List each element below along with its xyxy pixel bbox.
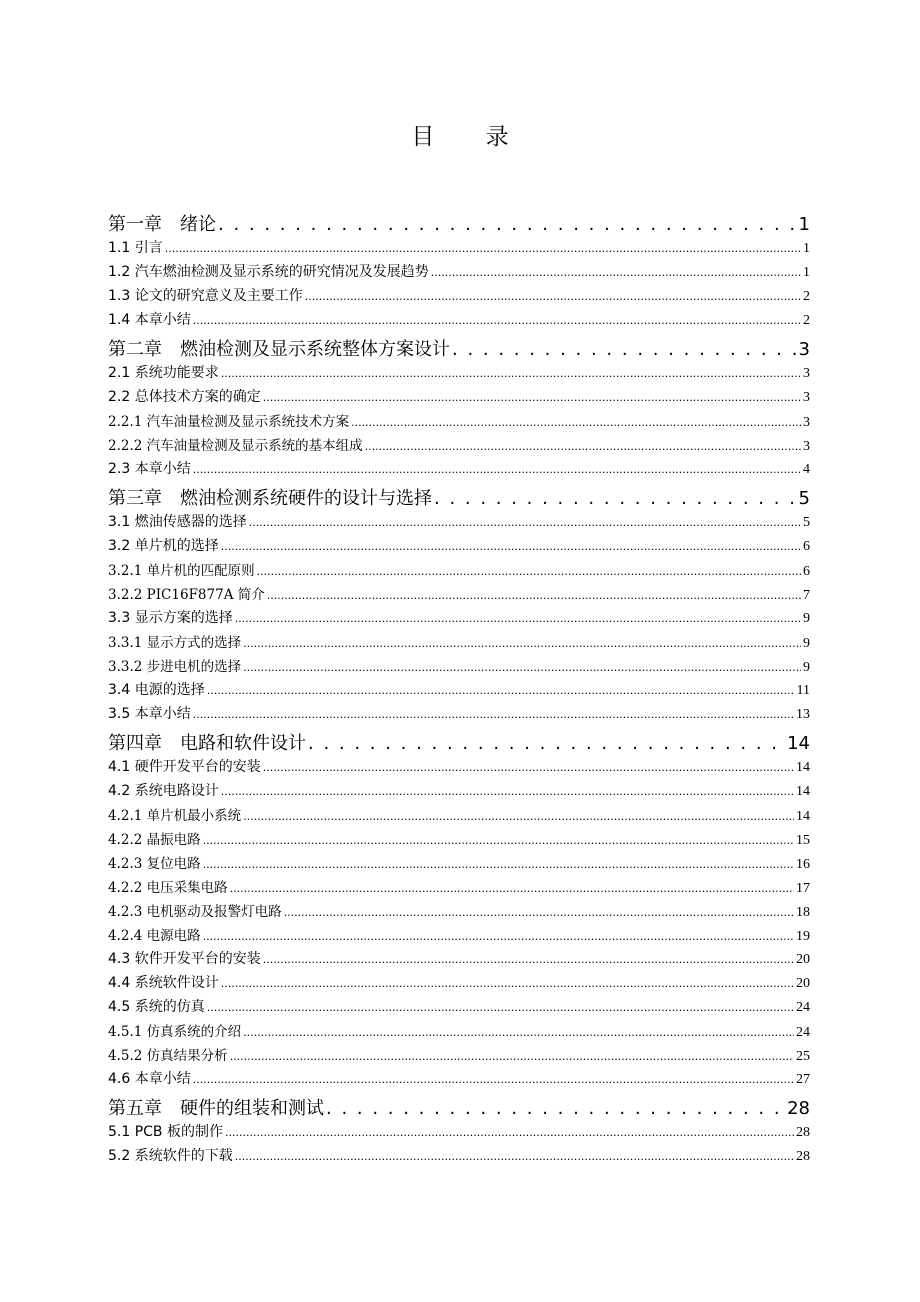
toc-page-number: 3 (803, 366, 810, 381)
toc-page-number: 9 (803, 636, 810, 651)
dot-leader (193, 312, 801, 328)
toc-entry-label: 1.3 论文的研究意义及主要工作 (108, 288, 303, 304)
toc-page-number: 24 (796, 1000, 810, 1015)
toc-entry-label: 第一章 绪论 (108, 214, 216, 235)
toc-entry-label: 4.2.1 单片机最小系统 (108, 808, 242, 824)
toc-page-number: 15 (796, 833, 810, 848)
toc-subsection-entry[interactable] (108, 631, 810, 655)
toc-entry-label: 1.1 引言 (108, 240, 163, 256)
dot-leader (365, 438, 801, 454)
dot-leader (249, 514, 801, 530)
toc-page-number: 6 (803, 564, 810, 579)
toc-section-entry[interactable] (108, 679, 810, 703)
toc-page-number: 16 (796, 857, 810, 872)
toc-section-entry[interactable] (108, 703, 810, 727)
toc-page-number: 19 (796, 929, 810, 944)
toc-section-entry[interactable] (108, 756, 810, 780)
toc-page-number: 24 (796, 1025, 810, 1040)
toc-page-number: 14 (796, 784, 810, 799)
toc-page-number: 1 (798, 214, 810, 235)
toc-subsection-entry[interactable] (108, 852, 810, 876)
toc-page-number: 7 (803, 588, 810, 603)
dot-leader (203, 832, 794, 848)
dot-leader (235, 610, 801, 626)
toc-entry-label: 3.2.1 单片机的匹配原则 (108, 563, 255, 579)
toc-subsection-entry[interactable] (108, 559, 810, 583)
toc-entry-label: 4.2 系统电路设计 (108, 783, 219, 799)
toc-page-number: 9 (803, 660, 810, 675)
toc-section-entry[interactable] (108, 972, 810, 996)
toc-entry-label: 第四章 电路和软件设计 (108, 733, 306, 754)
toc-subsection-entry[interactable] (108, 583, 810, 607)
toc-entry-label: 4.2.2 电压采集电路 (108, 880, 228, 896)
toc-section-entry[interactable] (108, 458, 810, 482)
dot-leader (263, 951, 794, 967)
toc-subsection-entry[interactable] (108, 900, 810, 924)
dot-leader (193, 461, 801, 477)
toc-entry-label: 第三章 燃油检测系统硬件的设计与选择 (108, 488, 432, 509)
toc-entry-label: 第五章 硬件的组装和测试 (108, 1098, 324, 1119)
toc-entry-label: 4.5 系统的仿真 (108, 999, 205, 1015)
toc-entry-label: 2.2.2 汽车油量检测及显示系统的基本组成 (108, 438, 363, 454)
toc-entry-label: 4.3 软件开发平台的安装 (108, 951, 261, 967)
toc-page-number: 2 (803, 289, 810, 304)
dot-leader (243, 1024, 794, 1040)
toc-entry-label: 4.2.4 电源电路 (108, 928, 201, 944)
toc-page-number: 17 (796, 881, 810, 896)
toc-page-number: 28 (796, 1149, 810, 1164)
dot-leader (221, 365, 801, 381)
toc-page-number: 14 (787, 733, 810, 754)
dot-leader (257, 563, 801, 579)
toc-chapter-entry[interactable] (108, 729, 810, 756)
toc-chapter-entry[interactable] (108, 1094, 810, 1121)
toc-page-number: 28 (796, 1125, 810, 1140)
toc-page-number: 4 (803, 462, 810, 477)
toc-page-number: 9 (803, 611, 810, 626)
toc-entry-label: 3.4 电源的选择 (108, 682, 205, 698)
dot-leader (434, 488, 797, 509)
toc-page-number: 1 (803, 241, 810, 256)
dot-leader (207, 682, 795, 698)
dot-leader (203, 856, 794, 872)
toc-entry-label: 2.1 系统功能要求 (108, 365, 219, 381)
toc-subsection-entry[interactable] (108, 410, 810, 434)
toc-section-entry[interactable] (108, 535, 810, 559)
toc-entry-label: 3.3 显示方案的选择 (108, 610, 233, 626)
dot-leader (263, 389, 801, 405)
dot-leader (221, 975, 794, 991)
toc-subsection-entry[interactable] (108, 828, 810, 852)
toc-entry-label: 5.2 系统软件的下载 (108, 1148, 233, 1164)
dot-leader (243, 808, 794, 824)
toc-section-entry[interactable] (108, 362, 810, 386)
dot-leader (193, 706, 794, 722)
toc-section-entry[interactable] (108, 780, 810, 804)
toc-chapter-entry[interactable] (108, 210, 810, 237)
dot-leader (267, 587, 801, 603)
toc-entry-label: 5.1 PCB 板的制作 (108, 1124, 223, 1140)
toc-section-entry[interactable] (108, 511, 810, 535)
toc-section-entry[interactable] (108, 1145, 810, 1169)
dot-leader (193, 1071, 794, 1087)
toc-subsection-entry[interactable] (108, 1044, 810, 1068)
page-title: 目 录 (411, 124, 531, 150)
toc-page-number: 14 (796, 760, 810, 775)
toc-section-entry[interactable] (108, 1068, 810, 1092)
toc-entry-label: 1.4 本章小结 (108, 312, 191, 328)
toc-page-number: 18 (796, 905, 810, 920)
toc-subsection-entry[interactable] (108, 876, 810, 900)
dot-leader (203, 928, 794, 944)
toc-entry-label: 4.2.2 晶振电路 (108, 832, 201, 848)
toc-entry-label: 4.4 系统软件设计 (108, 975, 219, 991)
toc-chapter-entry[interactable] (108, 335, 810, 362)
toc-page-number: 3 (798, 339, 810, 360)
toc-section-entry[interactable] (108, 261, 810, 285)
toc-entry-label: 4.5.2 仿真结果分析 (108, 1048, 228, 1064)
toc-page-number: 14 (796, 809, 810, 824)
toc-entry-label: 3.3.1 显示方式的选择 (108, 635, 242, 651)
toc-page-number: 3 (803, 439, 810, 454)
toc-section-entry[interactable] (108, 285, 810, 309)
toc-entry-label: 3.3.2 步进电机的选择 (108, 659, 242, 675)
toc-subsection-entry[interactable] (108, 924, 810, 948)
toc-entry-label: 4.1 硬件开发平台的安装 (108, 759, 261, 775)
toc-subsection-entry[interactable] (108, 655, 810, 679)
toc-page-number: 28 (787, 1098, 810, 1119)
toc-entry-label: 2.2.1 汽车油量检测及显示系统技术方案 (108, 414, 350, 430)
toc-page-number: 2 (803, 313, 810, 328)
dot-leader (230, 880, 794, 896)
toc-entry-label: 3.2 单片机的选择 (108, 538, 219, 554)
toc-page-number: 3 (803, 390, 810, 405)
dot-leader (326, 1098, 785, 1119)
toc-section-entry[interactable] (108, 996, 810, 1020)
dot-leader (305, 288, 801, 304)
toc-page-number: 6 (803, 539, 810, 554)
toc-entry-label: 4.2.3 电机驱动及报警灯电路 (108, 904, 282, 920)
toc-page-number: 27 (796, 1072, 810, 1087)
dot-leader (308, 733, 785, 754)
toc-section-entry[interactable] (108, 607, 810, 631)
dot-leader (221, 783, 794, 799)
toc-section-entry[interactable] (108, 1121, 810, 1145)
toc-section-entry[interactable] (108, 237, 810, 261)
toc-entry-label: 3.1 燃油传感器的选择 (108, 514, 247, 530)
table-of-contents (108, 208, 810, 1169)
toc-section-entry[interactable] (108, 309, 810, 333)
toc-entry-label: 4.6 本章小结 (108, 1071, 191, 1087)
dot-leader (235, 1148, 794, 1164)
dot-leader (284, 904, 794, 920)
dot-leader (230, 1048, 794, 1064)
dot-leader (225, 1124, 794, 1140)
toc-entry-label: 3.2.2 PIC16F877A 简介 (108, 587, 265, 603)
toc-page-number: 3 (803, 415, 810, 430)
dot-leader (218, 214, 797, 235)
toc-page-number: 13 (796, 707, 810, 722)
dot-leader (243, 659, 801, 675)
toc-entry-label: 4.2.3 复位电路 (108, 856, 201, 872)
toc-entry-label: 2.2 总体技术方案的确定 (108, 389, 261, 405)
toc-section-entry[interactable] (108, 948, 810, 972)
toc-entry-label: 第二章 燃油检测及显示系统整体方案设计 (108, 339, 450, 360)
toc-page-number: 5 (798, 488, 810, 509)
toc-subsection-entry[interactable] (108, 804, 810, 828)
toc-page-number: 1 (803, 265, 810, 280)
toc-page-number: 5 (803, 515, 810, 530)
toc-chapter-entry[interactable] (108, 484, 810, 511)
dot-leader (207, 999, 794, 1015)
dot-leader (263, 759, 794, 775)
toc-section-entry[interactable] (108, 386, 810, 410)
toc-entry-label: 3.5 本章小结 (108, 706, 191, 722)
toc-entry-label: 4.5.1 仿真系统的介绍 (108, 1024, 242, 1040)
toc-page-number: 11 (796, 683, 810, 698)
dot-leader (243, 635, 801, 651)
dot-leader (165, 240, 801, 256)
toc-subsection-entry[interactable] (108, 1020, 810, 1044)
dot-leader (351, 414, 801, 430)
dot-leader (431, 264, 801, 280)
toc-page-number: 20 (796, 952, 810, 967)
toc-page-number: 25 (796, 1049, 810, 1064)
dot-leader (221, 538, 801, 554)
toc-entry-label: 1.2 汽车燃油检测及显示系统的研究情况及发展趋势 (108, 264, 429, 280)
toc-subsection-entry[interactable] (108, 434, 810, 458)
toc-entry-label: 2.3 本章小结 (108, 461, 191, 477)
dot-leader (452, 339, 797, 360)
toc-page-number: 20 (796, 976, 810, 991)
